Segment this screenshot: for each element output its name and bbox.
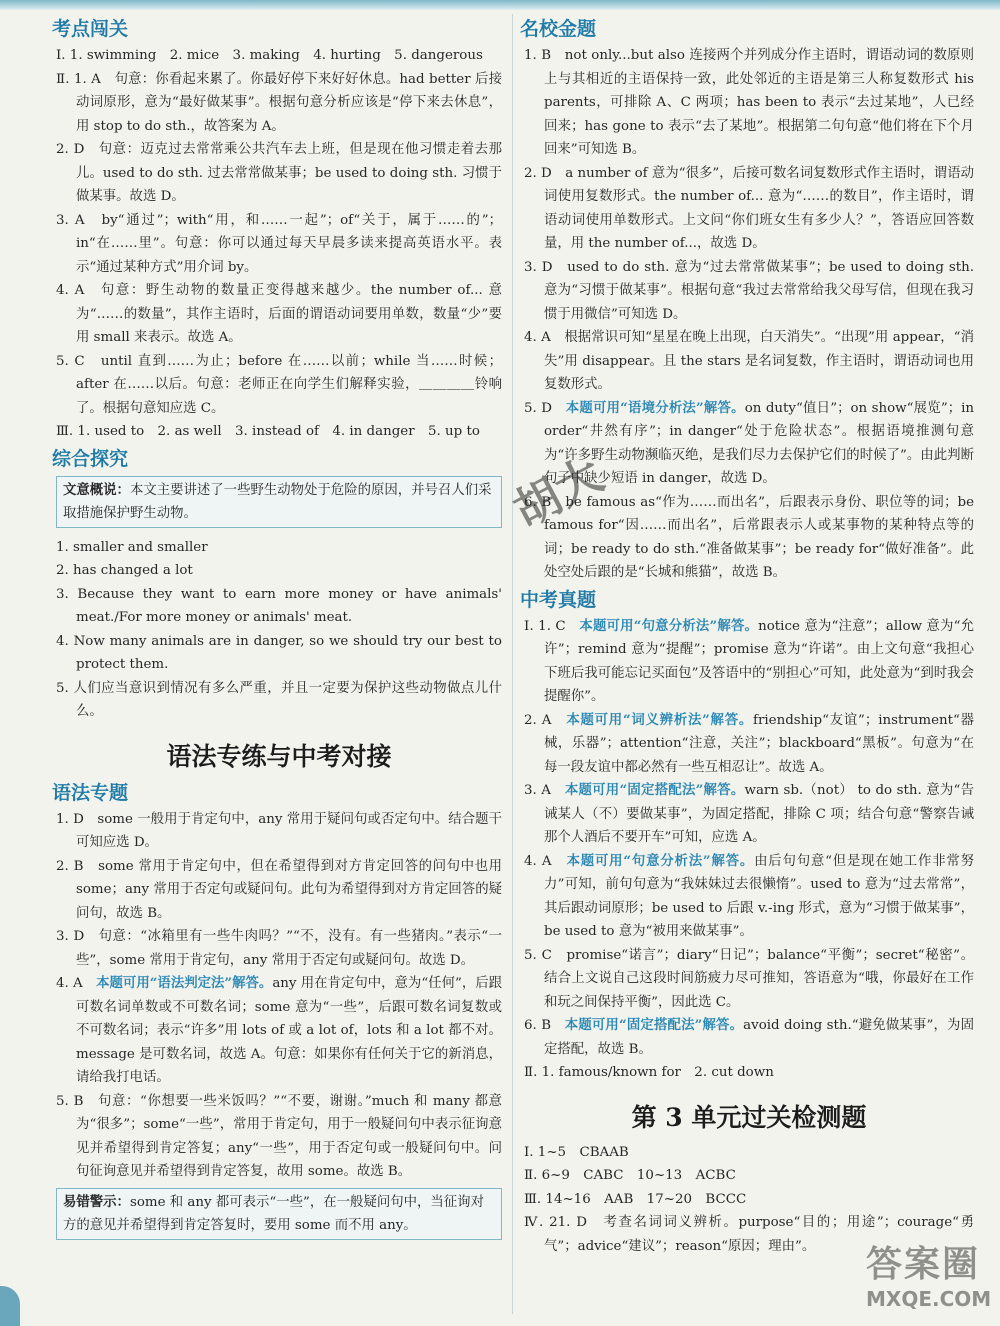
answer-item	[524, 944, 974, 1015]
method-hint: 本题可用“语法判定法”解答。	[96, 975, 273, 991]
answer-item: 3. A by“通过”；with“用，和……一起”；of“关于，属于……的”；in“在……里”。句意：你可以通过每天早晨多读来提高英语水平。表示“通过某种方式”用介词 by。	[56, 212, 502, 275]
warning-label: 易错警示：	[63, 1193, 130, 1210]
answer-item: Ⅲ. 1. used to 2. as well 3. instead of 4. in danger 5. up to	[56, 424, 480, 439]
answer-item: 5. B 句意：“你想要一些米饭吗？”“不要，谢谢。”much 和 many 都意为“很多”；some“一些”，常用于肯定句，用于一般疑问句中表示征询意见并希望得到肯定答复；any“一些”，用于否定句或一般疑问句中。问句征询意见并希望得到肯定答复，故用 some。故选 B。	[56, 1093, 502, 1179]
method-hint: 本题可用“句意分析法”解答。	[566, 852, 755, 869]
column-divider	[512, 14, 513, 1314]
section-title-zonghe: 综合探究	[52, 447, 129, 470]
section-title-zhongkao: 中考真题	[520, 588, 597, 611]
answer-item: 1. D some 一般用于肯定句中，any 常用于疑问句或否定句中。结合题干可知应选 D。	[56, 811, 502, 850]
answer-item: 3. Because they want to earn more money or have animals' meat./For more money or animals' meat.	[56, 586, 502, 625]
warning-box	[56, 1188, 502, 1240]
answer-text: any 用在肯定句中，意为“任何”，后跟可数名词单数或不可数名词；some 意为“一些”，后跟可数名词复数或不可数名词；表示“许多”用 lots of 或 a lot of，lots 和 a lot 都不对。message 是可数名词，故选 A。句意：如果你有任何关于它的新消息，请给我打电话。	[76, 976, 503, 1085]
answer-item: Ⅰ. 1. swimming 2. mice 3. making 4. hurting 5. dangerous	[56, 48, 483, 63]
method-hint: 本题可用“固定搭配法”解答。	[564, 1017, 744, 1033]
answer-item	[524, 615, 974, 709]
answer-item: 5. C until 直到……为止；before 在……以前；while 当……时候；after 在……以后。句意：老师正在向学生们解释实验，＿＿＿＿铃响了。根据句意知应选 C。	[56, 353, 502, 416]
answer-text: avoid doing sth.“避免做某事”，为固定搭配，故选 B。	[544, 1018, 975, 1057]
answer-item: 3. D 句意：“冰箱里有一些牛肉吗？”“不，没有。有一些猪肉。”表示“一些”，some 常用于肯定句，any 常用于否定句或疑问句。故选 D。	[56, 929, 502, 968]
answer-item: 4. A 根据常识可知“星星在晚上出现，白天消失”。“出现”用 appear，“消失”用 disappear。且 the stars 是名词复数，作主语时，谓语动词也用复数形式。	[524, 330, 974, 392]
site-logo	[866, 1236, 992, 1316]
answer-item	[56, 972, 502, 1090]
answer-item: 2. has changed a lot	[56, 563, 193, 578]
answer-item	[524, 1014, 974, 1061]
answer-number: 6. B	[524, 1018, 552, 1033]
answer-item: Ⅱ. 1. famous/known for 2. cut down	[524, 1065, 774, 1080]
answer-item: 2. D 句意：迈克过去常常乘公共汽车去上班，但是现在他习惯走着去那儿。used to do sth. 过去常常做某事；be used to doing sth. 习惯于做某事。故选 D。	[56, 142, 502, 204]
answer-item: 3. D used to do sth. 意为“过去常常做某事”；be used to doing sth. 意为“习惯于做某事”。根据句意“我过去常常给我父母写信，但现在我习惯于用微信”可知选 D。	[524, 259, 974, 322]
logo-text: 答案圈	[866, 1244, 981, 1285]
answer-number: Ⅰ. 1. C	[524, 618, 566, 634]
chapter-title-grammar: 语法专练与中考对接	[166, 741, 392, 771]
right-column	[520, 14, 975, 1258]
answer-number: 5. C	[524, 947, 552, 963]
answer-text: warn sb.（not） to do sth. 意为“告诫某人（不）要做某事”，为固定搭配，排除 C 项；结合句意“警察告诫那个人酒后不要开车”可知，应选 A。	[544, 783, 975, 845]
answer-number: 4. A	[524, 853, 552, 869]
answer-text: friendship“友谊”；instrument“器械，乐器”；attention“注意，关注”；blackboard“黑板”。句意为“在每一段友谊中都必然有一些互相忍让”。故选 A。	[544, 712, 975, 775]
method-hint: 本题可用“词义辨析法”解答。	[566, 711, 753, 728]
answer-number: 2. A	[524, 712, 552, 728]
answer-number: 5. D	[524, 400, 552, 416]
answer-item	[524, 709, 974, 780]
answer-item: Ⅱ. 1. A 句意：你看起来累了。你最好停下来好好休息。had better 后接动词原形，意为“最好做某事”。根据句意分析应该是“停下来去休息”，用 stop to do sth.，故答案为 A。	[56, 71, 502, 134]
answer-item: Ⅱ. 6~9 CABC 10~13 ACBC	[524, 1168, 736, 1183]
answer-text: promise“诺言”；diary“日记”；balance“平衡”；secret“秘密”。结合上文说自己这段时间筋疲力尽可推知，答语意为“哦，你最好在工作和玩之间保持平衡”，因此选 C。	[544, 947, 974, 1010]
left-column	[52, 14, 503, 1248]
answer-item: 4. Now many animals are in danger, so we should try our best to protect them.	[56, 633, 502, 672]
answer-text: 由后句句意“但是现在她工作非常努力”可知，前句句意为“我妹妹过去很懒惰”。used to 意为“过去常常”，其后跟动词原形；be used to 后跟 v.-ing 形式，意为“习惯于做某事”，be used to 意为“被用来做某事”。	[544, 853, 975, 939]
method-hint: 本题可用“句意分析法”解答。	[579, 617, 759, 634]
logo-url: MXQE.COM	[866, 1287, 992, 1311]
section-title-kaodian: 考点闯关	[52, 18, 129, 40]
section-title-mingxiao: 名校金题	[520, 18, 597, 40]
method-hint: 本题可用“固定搭配法”解答。	[564, 782, 745, 798]
answer-item: 5. 人们应当意识到情况有多么严重，并且一定要为保护这些动物做点儿什么。	[56, 680, 502, 719]
summary-label: 文意概说：	[63, 481, 130, 498]
warning-text: some 和 any 都可表示“一些”，在一般疑问句中，当征询对方的意见并希望得到肯定答复时，要用 some 而不用 any。	[63, 1194, 484, 1233]
answer-item: 6. B be famous as“作为……而出名”，后跟表示身份、职位等的词；be famous for“因……而出名”，后常跟表示人或某事物的某种特点等的词；be ready to do sth.“准备做某事”；be ready for“做好准备”。此处空处后跟的是“长城和熊猫”，故选 B。	[524, 494, 974, 580]
answer-item: Ⅰ. 1~5 CBAAB	[524, 1144, 629, 1160]
answer-item: 4. A 句意：野生动物的数量正变得越来越少。the number of... 意为“……的数量”，其作主语时，后面的谓语动词要用单数，数量“少”要用 small 来表示。故选 A。	[56, 283, 502, 345]
answer-number: 3. A	[524, 783, 551, 798]
answer-item: 1. smaller and smaller	[56, 539, 208, 555]
watermark-stamp: 胡大	[504, 446, 612, 538]
answer-item: 2. D a number of 意为“很多”，后接可数名词复数形式作主语时，谓语动词使用复数形式。the number of... 意为“……的数目”，作主语时，谓语动词使用单数形式。上文问“你们班女生有多少人？”，答语应回答数量，用 the number of...，故选 D。	[524, 165, 974, 251]
answer-text: notice 意为“注意”；allow 意为“允许”；remind 意为“提醒”；promise 意为“许诺”。由上文句意“我担心下班后我可能忘记买面包”及答语中的“别担心”可知，此处意为“到时我会提醒你”。	[544, 618, 974, 704]
answer-number: 4. A	[56, 976, 83, 991]
summary-box	[56, 476, 502, 528]
top-color-bar	[0, 0, 1000, 10]
answer-item: Ⅲ. 14~16 AAB 17~20 BCCC	[524, 1191, 747, 1207]
method-hint: 本题可用“语境分析法”解答。	[565, 399, 745, 416]
answer-item	[524, 850, 974, 944]
answer-text: on duty“值日”；on show“展览”；in order“井然有序”；in danger“处于危险状态”。根据语境推测句意为“许多野生动物濒临灭绝，是我们尽力去保护它们的时候了”。由此判断句子中缺少短语 in danger，故选 D。	[544, 400, 974, 486]
summary-text: 本文主要讲述了一些野生动物处于危险的原因，并号召人们采取措施保护野生动物。	[63, 482, 492, 521]
chapter-title-unit3: 第 3 单元过关检测题	[631, 1102, 867, 1132]
answer-item: 2. B some 常用于肯定句中，但在希望得到对方肯定回答的问句中也用 some；any 常用于否定句或疑问句。此句为希望得到对方肯定回答的疑问句，故选 B。	[56, 858, 502, 921]
answer-item: 1. B not only...but also 连接两个并列成分作主语时，谓语动词的数原则上与其相近的主语保持一致，此处邻近的主语是第三人称复数形式 his parents，可排除 A、C 两项；has been to 表示“去过某地”，人已经回来；has gone to 表示“去了某地”。根据第二句句意“他们将在下个月回来”可知选 B。	[524, 48, 974, 157]
answer-item	[524, 779, 974, 850]
corner-decoration	[0, 1286, 20, 1326]
answer-item: Ⅳ. 21. D 考查名词词义辨析。purpose“目的；用途”；courage“勇气”；advice“建议”；reason“原因；理由”。	[524, 1215, 974, 1254]
section-title-grammar: 语法专题	[52, 781, 129, 804]
